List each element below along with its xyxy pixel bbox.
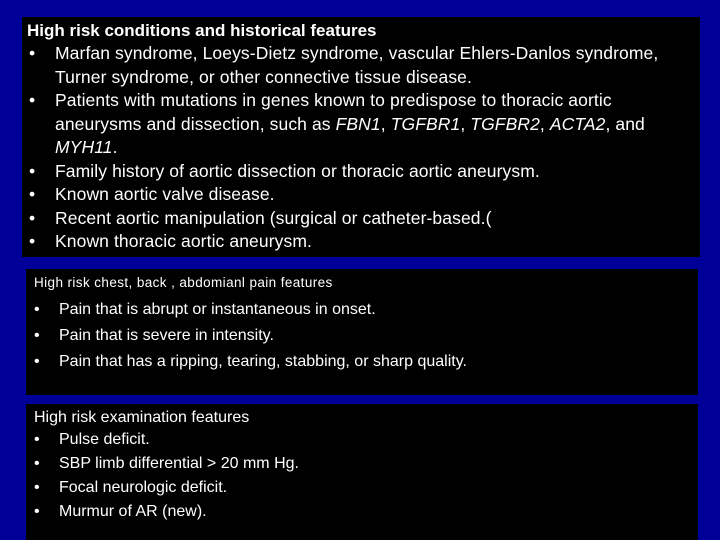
list-item — [34, 452, 692, 476]
high-risk-pain-panel — [26, 269, 698, 395]
bullet-icon: • — [29, 231, 36, 251]
list-item — [27, 89, 696, 160]
item-text: Focal neurologic deficit. — [59, 479, 228, 496]
gene-name: FBN1 — [335, 113, 381, 134]
item-text: Known aortic valve disease. — [55, 184, 275, 204]
item-text: Patients with mutations in genes known to predispose to thoracic aortic aneurysms and dissection, such as — [55, 90, 612, 134]
bullet-icon: • — [29, 160, 36, 181]
item-text: Known thoracic aortic aneurysm. — [55, 231, 312, 251]
list-item — [34, 349, 692, 375]
item-text: Recent aortic manipulation (surgical or catheter-based.( — [55, 207, 492, 228]
section-title-exam: High risk examination features — [34, 409, 250, 426]
list-item — [34, 323, 692, 349]
list-item — [34, 476, 692, 500]
separator: , and — [605, 113, 645, 134]
separator: , — [539, 113, 550, 134]
bullet-icon: • — [29, 43, 36, 63]
bullet-icon: • — [34, 503, 40, 520]
item-text: Pain that is abrupt or instantaneous in onset. — [59, 301, 376, 318]
conditions-list — [27, 42, 696, 254]
gene-name: TGFBR1 — [390, 113, 461, 134]
bullet-icon: • — [29, 90, 36, 110]
gene-name: MYH11 — [55, 137, 113, 157]
bullet-icon: • — [34, 353, 40, 370]
list-item — [27, 160, 696, 184]
item-text: Marfan syndrome, Loeys-Dietz syndrome, vascular Ehlers-Danlos syndrome, Turner syndrome, or other connective tissue disease. — [55, 43, 659, 87]
item-text: Pulse deficit. — [59, 431, 150, 448]
high-risk-exam-panel — [26, 404, 698, 540]
separator: . — [112, 137, 118, 157]
item-text: SBP limb differential > 20 mm Hg. — [59, 455, 299, 472]
gene-name: TGFBR2 — [470, 113, 540, 134]
separator: , — [380, 113, 391, 134]
exam-list — [34, 428, 692, 524]
item-text: Family history of aortic dissection or thoracic aortic aneurysm. — [55, 160, 540, 181]
section-title-conditions: High risk conditions and historical features — [27, 21, 377, 40]
bullet-icon: • — [34, 431, 40, 448]
bullet-icon: • — [29, 184, 36, 204]
item-text: Murmur of AR (new). — [59, 503, 207, 520]
pain-list — [34, 297, 692, 375]
list-item — [27, 183, 696, 207]
list-item — [34, 428, 692, 452]
high-risk-conditions-panel — [22, 17, 700, 257]
separator: , — [460, 113, 471, 134]
bullet-icon: • — [29, 207, 36, 228]
item-text: Pain that has a ripping, tearing, stabbing, or sharp quality. — [59, 353, 467, 370]
item-text: Pain that is severe in intensity. — [59, 327, 274, 344]
list-item — [34, 500, 692, 524]
list-item — [27, 230, 696, 254]
bullet-icon: • — [34, 301, 40, 318]
list-item — [27, 207, 696, 231]
bullet-icon: • — [34, 479, 40, 496]
section-title-pain: High risk chest, back , abdomianl pain features — [34, 275, 333, 290]
list-item — [27, 42, 696, 89]
bullet-icon: • — [34, 327, 40, 344]
gene-name: ACTA2 — [549, 113, 606, 134]
bullet-icon: • — [34, 455, 40, 472]
list-item — [34, 297, 692, 323]
